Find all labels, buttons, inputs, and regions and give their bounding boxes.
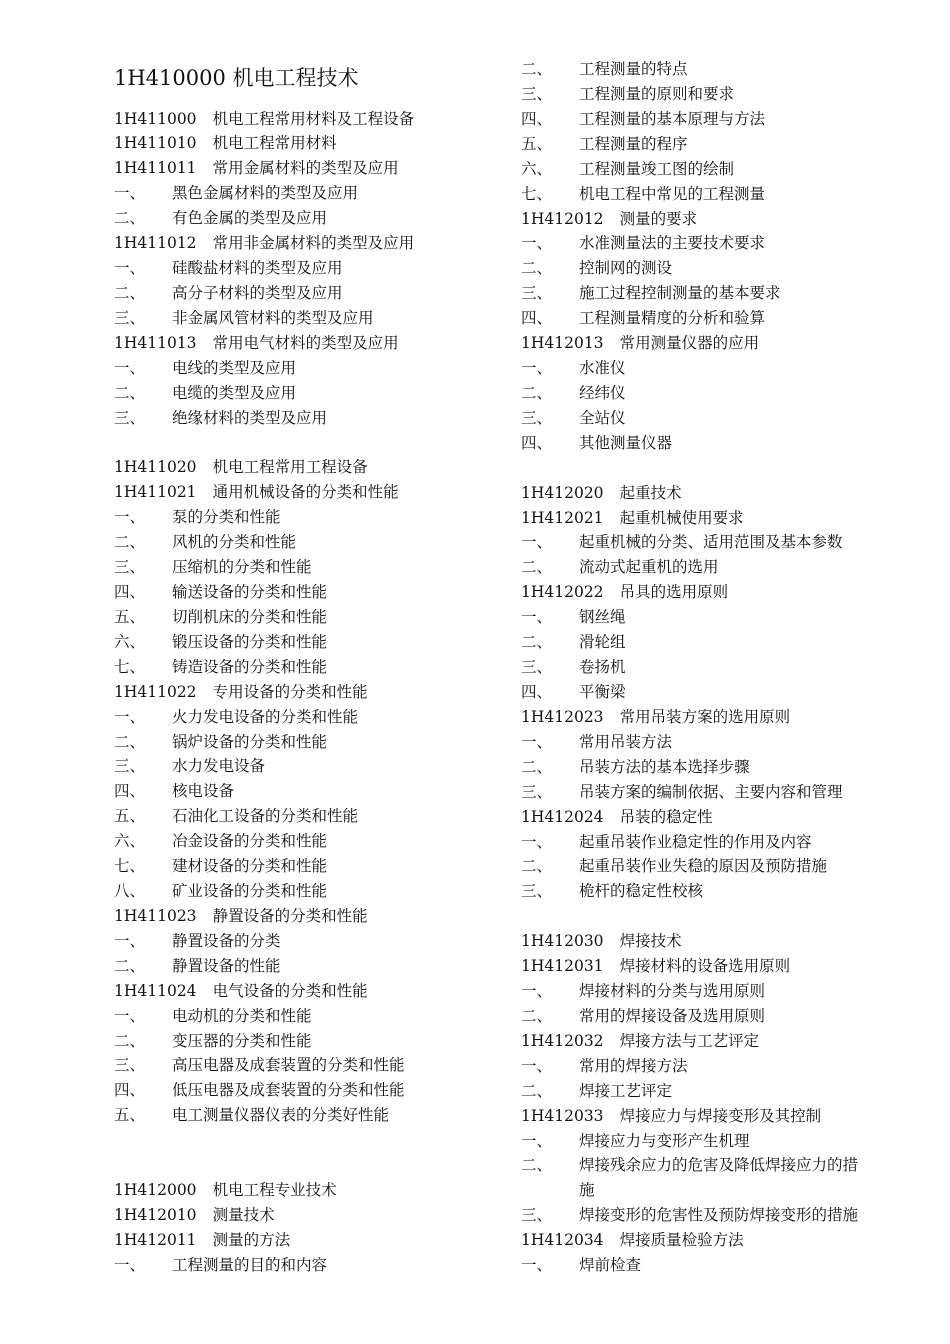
section-code: 1H412012 xyxy=(521,209,604,228)
section-title: 机电工程专业技术 xyxy=(212,1181,337,1200)
outline-item xyxy=(521,879,703,904)
section-code: 1H412023 xyxy=(521,707,604,726)
outline-item xyxy=(114,580,327,605)
outline-item xyxy=(114,730,327,755)
section-title: 常用金属材料的类型及应用 xyxy=(212,159,399,178)
section-heading xyxy=(521,580,728,605)
section-code: 1H411012 xyxy=(114,234,197,253)
outline-item xyxy=(114,1078,405,1103)
item-number: 三、 xyxy=(521,882,553,901)
outline-item xyxy=(521,57,688,82)
item-text: 吊装方案的编制依据、主要内容和管理 xyxy=(579,782,843,801)
item-text: 变压器的分类和性能 xyxy=(172,1031,312,1050)
item-text: 静置设备的分类 xyxy=(172,931,281,950)
outline-item xyxy=(521,979,765,1004)
section-title: 机电工程常用工程设备 xyxy=(212,458,368,477)
item-text: 矿业设备的分类和性能 xyxy=(172,882,328,901)
section-code: 1H411013 xyxy=(114,333,197,352)
section-code: 1H412021 xyxy=(521,508,604,527)
section-heading xyxy=(114,1228,290,1253)
item-number: 二、 xyxy=(521,633,553,652)
item-number: 一、 xyxy=(114,358,146,377)
section-code: 1H411024 xyxy=(114,981,197,1000)
item-text: 有色金属的类型及应用 xyxy=(172,209,328,228)
outline-item xyxy=(521,780,843,805)
item-text: 水准仪 xyxy=(579,359,626,378)
section-heading xyxy=(521,1029,759,1054)
item-text: 全站仪 xyxy=(579,408,626,427)
outline-item xyxy=(114,829,327,854)
item-text: 滑轮组 xyxy=(579,633,626,652)
section-code: 1H412030 xyxy=(521,932,604,951)
outline-item xyxy=(521,406,626,431)
section-code: 1H412031 xyxy=(521,957,604,976)
item-text: 焊前检查 xyxy=(579,1256,642,1275)
item-text: 输送设备的分类和性能 xyxy=(172,582,328,601)
item-number: 一、 xyxy=(521,533,553,552)
outline-item xyxy=(114,1253,327,1278)
item-text: 电缆的类型及应用 xyxy=(172,383,297,402)
item-text: 电工测量仪器仪表的分类好性能 xyxy=(172,1106,390,1125)
item-text: 常用的焊接设备及选用原则 xyxy=(579,1006,766,1025)
section-title: 焊接质量检验方法 xyxy=(619,1231,744,1250)
item-number: 三、 xyxy=(114,757,146,776)
outline-item xyxy=(114,406,327,431)
item-text: 常用吊装方法 xyxy=(579,732,673,751)
section-heading xyxy=(521,805,713,830)
outline-item xyxy=(521,132,688,157)
outline-item xyxy=(114,530,296,555)
outline-item xyxy=(521,530,843,555)
section-code: 1H411010 xyxy=(114,134,197,153)
item-number: 一、 xyxy=(521,1056,553,1075)
outline-item xyxy=(114,630,327,655)
item-number: 一、 xyxy=(114,259,146,278)
item-number: 三、 xyxy=(521,782,553,801)
item-number: 八、 xyxy=(114,882,146,901)
section-title: 静置设备的分类和性能 xyxy=(212,906,368,925)
section-code: 1H412000 xyxy=(114,1181,197,1200)
section-heading xyxy=(521,207,697,232)
outline-item xyxy=(521,1004,765,1029)
item-number: 一、 xyxy=(521,982,553,1001)
item-text: 其他测量仪器 xyxy=(579,433,673,452)
item-number: 一、 xyxy=(521,359,553,378)
section-title: 测量技术 xyxy=(212,1205,275,1224)
outline-item-continuation xyxy=(521,1178,595,1203)
item-text: 流动式起重机的选用 xyxy=(579,558,719,577)
section-code: 1H412033 xyxy=(521,1106,604,1125)
section-title: 机电工程常用材料及工程设备 xyxy=(212,109,415,128)
section-title: 起重机械使用要求 xyxy=(619,508,744,527)
item-text: 建材设备的分类和性能 xyxy=(172,857,328,876)
item-text: 起重吊装作业失稳的原因及预防措施 xyxy=(579,857,828,876)
outline-item xyxy=(114,779,234,804)
item-number: 二、 xyxy=(521,60,553,78)
outline-item xyxy=(521,655,626,680)
outline-item xyxy=(521,231,765,256)
item-number: 七、 xyxy=(521,184,553,203)
item-text: 焊接工艺评定 xyxy=(579,1081,673,1100)
item-text: 黑色金属材料的类型及应用 xyxy=(172,184,359,203)
item-text: 机电工程中常见的工程测量 xyxy=(579,184,766,203)
item-number: 二、 xyxy=(521,1006,553,1025)
outline-item xyxy=(521,157,734,182)
outline-item xyxy=(521,107,765,132)
section-code: 1H412022 xyxy=(521,583,604,602)
section-title: 常用非金属材料的类型及应用 xyxy=(212,234,415,253)
item-text: 施工过程控制测量的基本要求 xyxy=(579,284,781,303)
item-text: 起重吊装作业稳定性的作用及内容 xyxy=(579,832,812,851)
outline-item xyxy=(521,680,626,705)
outline-item xyxy=(521,1153,858,1178)
item-number: 三、 xyxy=(521,408,553,427)
outline-item xyxy=(114,206,327,231)
item-text: 焊接残余应力的危害及降低焊接应力的措 xyxy=(579,1156,859,1175)
section-title: 焊接方法与工艺评定 xyxy=(619,1031,760,1050)
item-text: 风机的分类和性能 xyxy=(172,533,297,552)
item-number: 五、 xyxy=(114,607,146,626)
item-number: 一、 xyxy=(114,184,146,203)
section-heading xyxy=(521,1228,744,1253)
item-number: 四、 xyxy=(521,109,553,128)
outline-item xyxy=(521,82,734,107)
item-text: 石油化工设备的分类和性能 xyxy=(172,807,359,826)
item-number: 二、 xyxy=(114,732,146,751)
outline-item xyxy=(114,879,327,904)
outline-item xyxy=(521,555,719,580)
outline-item xyxy=(521,1203,858,1228)
item-text: 切削机床的分类和性能 xyxy=(172,607,328,626)
outline-item xyxy=(114,804,358,829)
section-title: 测量的要求 xyxy=(619,209,698,228)
section-title: 焊接技术 xyxy=(619,932,682,951)
section-heading xyxy=(114,1203,275,1228)
section-code: 1H412020 xyxy=(521,483,604,502)
item-number: 一、 xyxy=(521,1256,553,1275)
item-text: 压缩机的分类和性能 xyxy=(172,558,312,577)
item-text: 火力发电设备的分类和性能 xyxy=(172,707,359,726)
item-text: 工程测量的基本原理与方法 xyxy=(579,109,766,128)
outline-item xyxy=(114,306,374,331)
item-number: 二、 xyxy=(521,757,553,776)
outline-item xyxy=(521,605,626,630)
item-number: 三、 xyxy=(521,1206,553,1225)
item-text: 卷扬机 xyxy=(579,658,626,677)
item-text: 锅炉设备的分类和性能 xyxy=(172,732,328,751)
item-text: 非金属风管材料的类型及应用 xyxy=(172,308,374,327)
section-title: 吊装的稳定性 xyxy=(619,807,713,826)
section-title: 常用吊装方案的选用原则 xyxy=(619,707,791,726)
section-heading xyxy=(114,156,399,181)
outline-item xyxy=(114,705,358,730)
outline-item xyxy=(114,181,358,206)
outline-item xyxy=(114,929,281,954)
item-number: 四、 xyxy=(521,433,553,452)
section-title: 电气设备的分类和性能 xyxy=(212,981,368,1000)
section-code: 1H411023 xyxy=(114,906,197,925)
item-number: 四、 xyxy=(114,582,146,601)
outline-item xyxy=(521,1253,641,1278)
section-code: 1H411022 xyxy=(114,682,197,701)
section-code: 1H412011 xyxy=(114,1230,197,1249)
section-title: 焊接材料的设备选用原则 xyxy=(619,957,791,976)
item-number: 一、 xyxy=(521,732,553,751)
item-text: 锻压设备的分类和性能 xyxy=(172,632,328,651)
item-number: 一、 xyxy=(521,832,553,851)
section-code: 1H412024 xyxy=(521,807,604,826)
section-heading xyxy=(114,231,414,256)
item-text: 电线的类型及应用 xyxy=(172,358,297,377)
outline-item xyxy=(114,356,296,381)
section-code: 1H412010 xyxy=(114,1205,197,1224)
item-number: 七、 xyxy=(114,657,146,676)
item-text: 平衡梁 xyxy=(579,683,626,701)
outline-item xyxy=(114,281,343,306)
outline-item xyxy=(521,256,672,281)
outline-item xyxy=(521,630,626,655)
item-text: 桅杆的稳定性校核 xyxy=(579,882,704,901)
item-text: 工程测量的目的和内容 xyxy=(172,1255,328,1274)
item-text: 焊接应力与变形产生机理 xyxy=(579,1131,750,1150)
section-title: 焊接应力与焊接变形及其控制 xyxy=(619,1106,822,1125)
item-text: 高压电器及成套装置的分类和性能 xyxy=(172,1056,405,1075)
section-title: 吊具的选用原则 xyxy=(619,583,729,602)
item-number: 六、 xyxy=(114,632,146,651)
item-text: 焊接材料的分类与选用原则 xyxy=(579,982,766,1001)
section-title: 测量的方法 xyxy=(212,1230,291,1249)
item-text: 冶金设备的分类和性能 xyxy=(172,832,328,851)
section-heading xyxy=(521,506,744,531)
item-number: 二、 xyxy=(521,558,553,577)
outline-item xyxy=(114,655,327,680)
section-heading xyxy=(114,455,368,480)
outline-item xyxy=(521,1054,688,1079)
outline-item xyxy=(114,381,296,406)
item-number: 二、 xyxy=(114,956,146,975)
item-number: 二、 xyxy=(521,857,553,876)
item-number: 一、 xyxy=(521,234,553,253)
item-text-continuation: 施 xyxy=(579,1181,595,1200)
item-number: 五、 xyxy=(114,1106,146,1125)
section-title: 通用机械设备的分类和性能 xyxy=(212,483,399,502)
item-text: 焊接变形的危害性及预防焊接变形的措施 xyxy=(579,1206,859,1225)
item-text: 低压电器及成套装置的分类和性能 xyxy=(172,1081,405,1100)
item-number: 三、 xyxy=(521,658,553,677)
item-text: 核电设备 xyxy=(172,782,235,801)
section-heading xyxy=(521,954,790,979)
section-heading xyxy=(521,929,682,954)
item-text: 绝缘材料的类型及应用 xyxy=(172,408,328,427)
outline-item xyxy=(114,1029,312,1054)
item-number: 三、 xyxy=(114,408,146,427)
outline-item xyxy=(521,306,765,331)
item-number: 二、 xyxy=(521,1156,553,1175)
section-heading xyxy=(521,705,790,730)
item-number: 一、 xyxy=(521,608,553,627)
section-code: 1H412013 xyxy=(521,334,604,353)
item-text: 起重机械的分类、适用范围及基本参数 xyxy=(579,533,843,552)
outline-item xyxy=(521,381,626,406)
outline-item xyxy=(114,854,327,879)
section-title: 常用电气材料的类型及应用 xyxy=(212,333,399,352)
outline-item xyxy=(114,1004,312,1029)
document-title: 1H410000 机电工程技术 xyxy=(114,66,359,90)
section-title: 起重技术 xyxy=(619,483,682,502)
outline-item xyxy=(114,954,281,979)
outline-item xyxy=(521,730,672,755)
outline-item xyxy=(521,830,812,855)
outline-item xyxy=(521,182,765,207)
item-number: 二、 xyxy=(521,259,553,278)
section-title: 机电工程常用材料 xyxy=(212,134,337,153)
item-text: 工程测量的原则和要求 xyxy=(579,84,735,103)
section-code: 1H411000 xyxy=(114,109,197,128)
outline-item xyxy=(521,281,781,306)
section-code: 1H411020 xyxy=(114,458,197,477)
item-number: 二、 xyxy=(114,533,146,552)
item-number: 二、 xyxy=(521,1081,553,1100)
item-number: 二、 xyxy=(114,1031,146,1050)
item-number: 一、 xyxy=(114,1255,146,1274)
item-text: 工程测量竣工图的绘制 xyxy=(579,159,735,178)
section-code: 1H411011 xyxy=(114,159,197,178)
item-number: 四、 xyxy=(521,309,553,328)
item-text: 泵的分类和性能 xyxy=(172,508,281,527)
item-text: 静置设备的性能 xyxy=(172,956,281,975)
outline-item xyxy=(521,755,750,780)
item-number: 四、 xyxy=(114,782,146,801)
outline-item xyxy=(521,356,626,381)
outline-item xyxy=(521,431,672,456)
item-number: 三、 xyxy=(521,284,553,303)
item-number: 七、 xyxy=(114,857,146,876)
item-number: 三、 xyxy=(114,1056,146,1075)
item-text: 工程测量精度的分析和验算 xyxy=(579,309,766,328)
item-number: 四、 xyxy=(114,1081,146,1100)
item-number: 三、 xyxy=(521,84,553,103)
item-number: 六、 xyxy=(521,159,553,178)
item-number: 三、 xyxy=(114,558,146,577)
item-text: 硅酸盐材料的类型及应用 xyxy=(172,259,343,278)
section-heading xyxy=(114,480,399,505)
item-number: 一、 xyxy=(114,931,146,950)
item-text: 水力发电设备 xyxy=(172,757,266,776)
outline-item xyxy=(114,605,327,630)
item-text: 经纬仪 xyxy=(579,383,626,402)
item-text: 工程测量的程序 xyxy=(579,134,688,153)
outline-item xyxy=(114,1103,389,1128)
section-code: 1H412034 xyxy=(521,1231,604,1250)
section-heading xyxy=(114,131,337,156)
section-heading xyxy=(521,1104,821,1129)
item-number: 四、 xyxy=(521,683,553,701)
outline-item xyxy=(521,854,827,879)
section-code: 1H411021 xyxy=(114,483,197,502)
item-number: 五、 xyxy=(114,807,146,826)
item-number: 三、 xyxy=(114,308,146,327)
section-heading xyxy=(114,979,368,1004)
item-number: 一、 xyxy=(114,508,146,527)
item-text: 铸造设备的分类和性能 xyxy=(172,657,328,676)
item-number: 一、 xyxy=(114,707,146,726)
outline-item xyxy=(114,505,281,530)
item-text: 高分子材料的类型及应用 xyxy=(172,283,343,302)
outline-item xyxy=(114,754,265,779)
item-number: 五、 xyxy=(521,134,553,153)
item-text: 工程测量的特点 xyxy=(579,60,688,78)
item-number: 二、 xyxy=(521,383,553,402)
outline-item xyxy=(521,1079,672,1104)
outline-item xyxy=(114,555,312,580)
item-text: 控制网的测设 xyxy=(579,259,673,278)
section-heading xyxy=(521,481,682,506)
item-number: 六、 xyxy=(114,832,146,851)
item-number: 一、 xyxy=(521,1131,553,1150)
outline-item xyxy=(114,1053,405,1078)
item-number: 一、 xyxy=(114,1006,146,1025)
outline-item xyxy=(114,256,343,281)
section-title: 专用设备的分类和性能 xyxy=(212,682,368,701)
item-number: 二、 xyxy=(114,283,146,302)
section-heading xyxy=(114,1178,337,1203)
outline-item xyxy=(521,1129,750,1154)
section-title: 常用测量仪器的应用 xyxy=(619,334,760,353)
section-heading xyxy=(114,331,399,356)
section-heading xyxy=(114,904,368,929)
section-heading xyxy=(521,331,759,356)
item-text: 常用的焊接方法 xyxy=(579,1056,688,1075)
section-heading xyxy=(114,107,414,132)
item-number: 二、 xyxy=(114,209,146,228)
section-heading xyxy=(114,680,368,705)
item-text: 电动机的分类和性能 xyxy=(172,1006,312,1025)
item-number: 二、 xyxy=(114,383,146,402)
section-code: 1H412032 xyxy=(521,1031,604,1050)
item-text: 水准测量法的主要技术要求 xyxy=(579,234,766,253)
item-text: 钢丝绳 xyxy=(579,608,626,627)
item-text: 吊装方法的基本选择步骤 xyxy=(579,757,750,776)
